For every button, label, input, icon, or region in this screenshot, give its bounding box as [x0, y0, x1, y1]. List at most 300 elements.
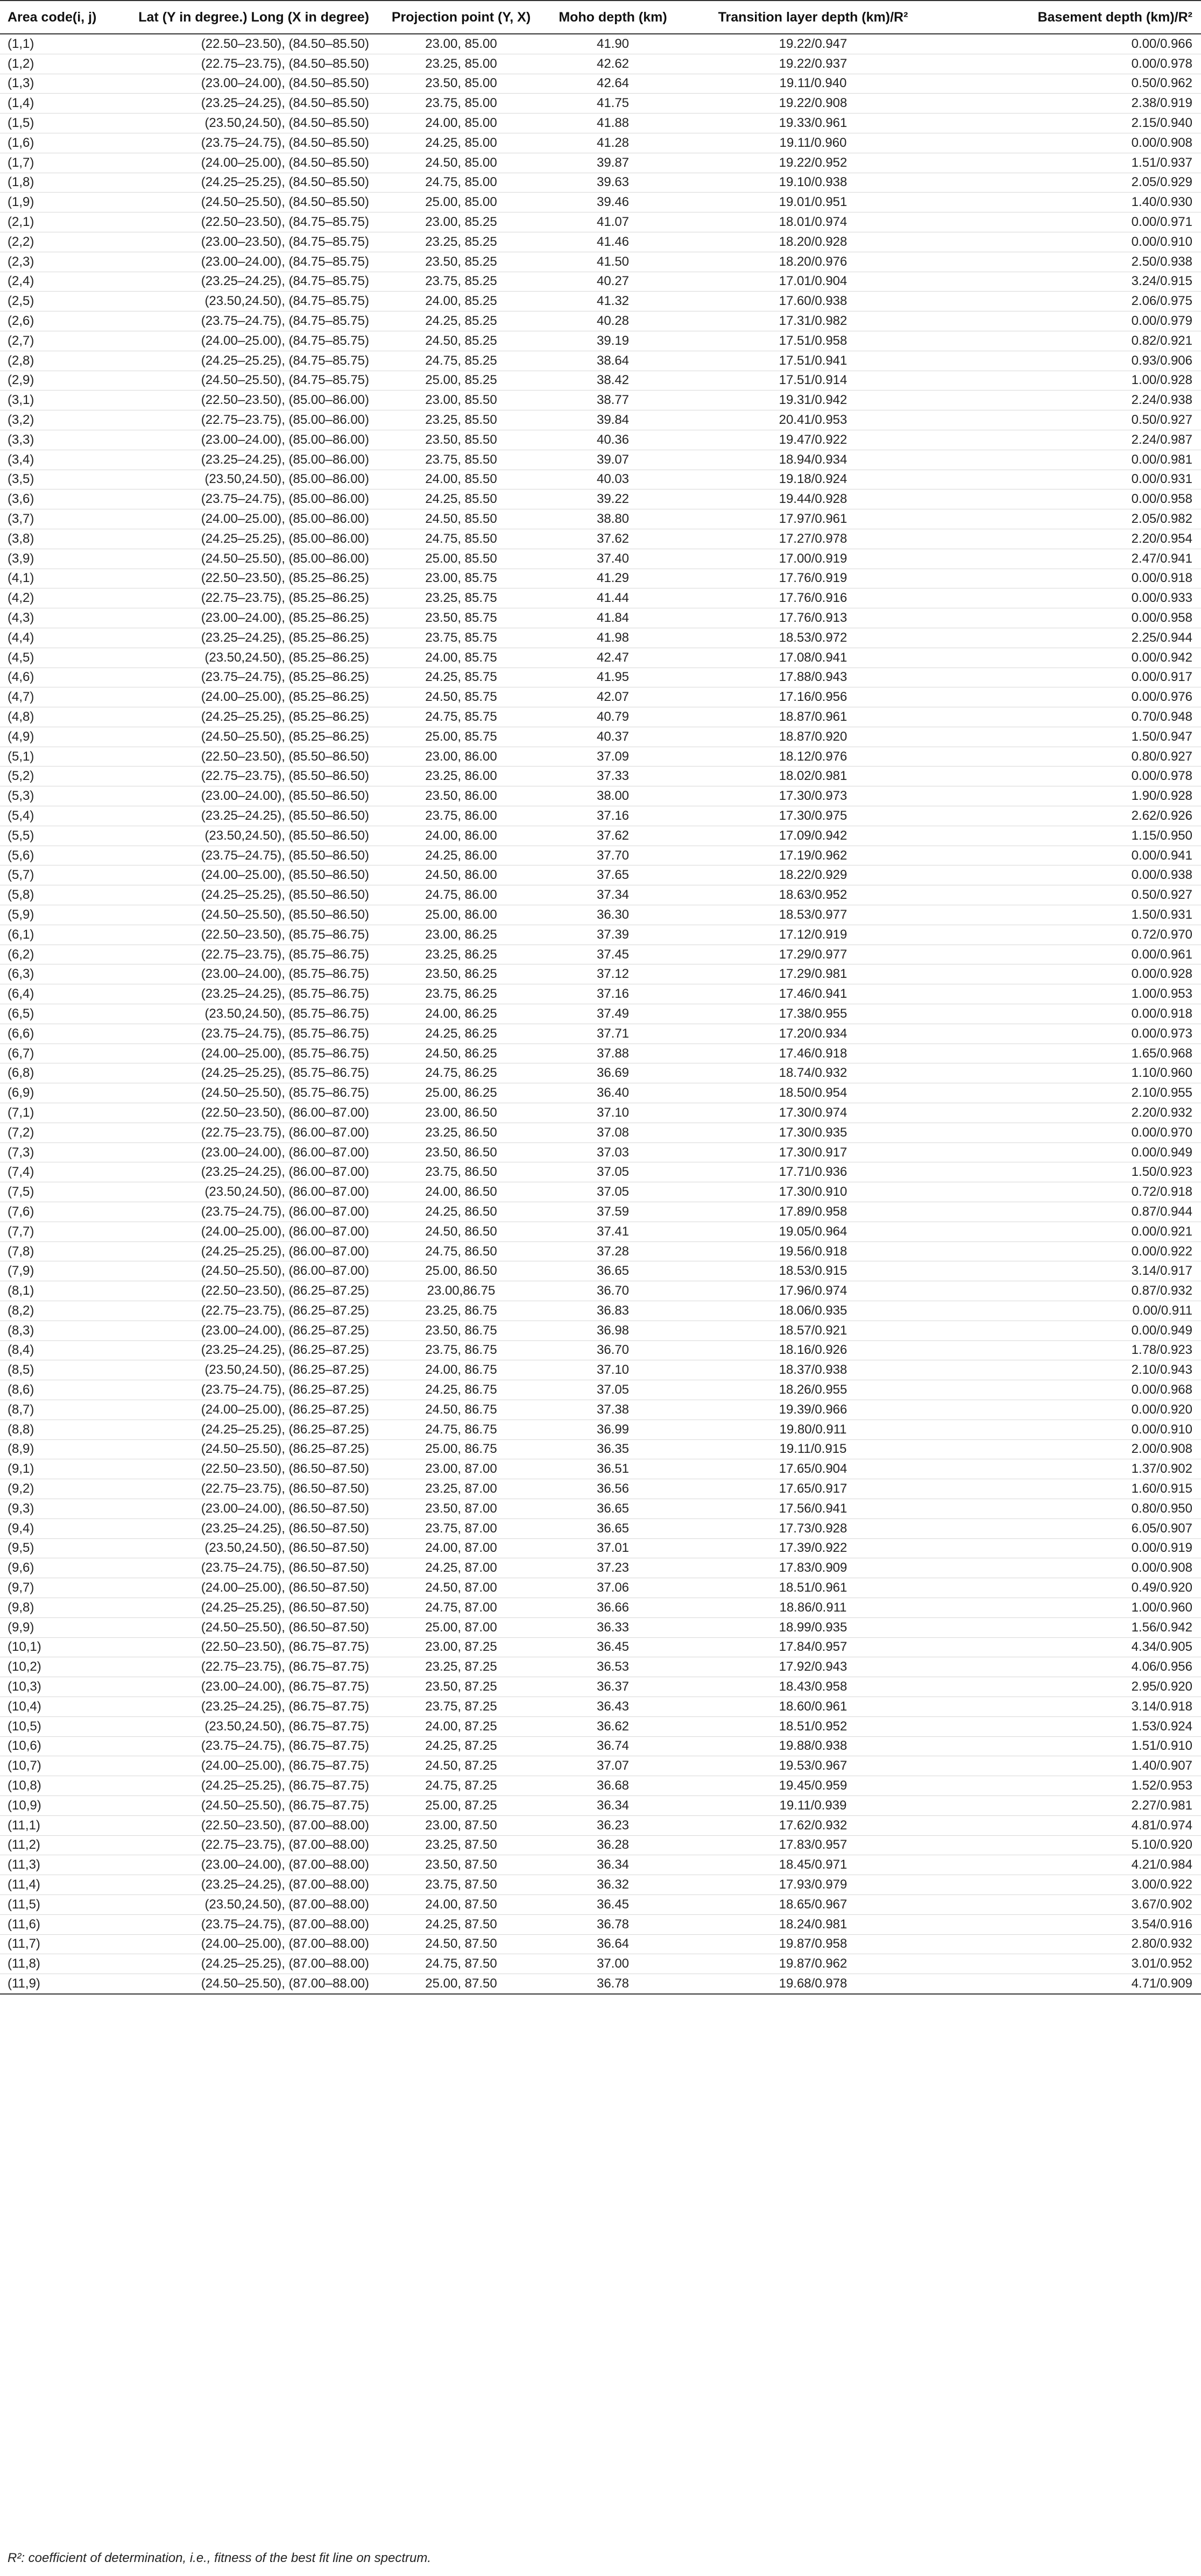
lat-long-cell: (22.75–23.75), (86.75–87.75) [81, 1657, 380, 1677]
lat-long-cell: (24.00–25.00), (86.00–87.00) [81, 1222, 380, 1241]
projection-point-cell: 25.00, 85.75 [380, 727, 542, 747]
basement-depth-cell: 1.50/0.947 [943, 727, 1201, 747]
lat-long-cell: (23.50,24.50), (86.00–87.00) [81, 1182, 380, 1202]
table-row [0, 1598, 1201, 1617]
moho-depth-cell: 36.37 [542, 1677, 683, 1697]
moho-depth-cell: 39.22 [542, 489, 683, 509]
table-row [0, 1063, 1201, 1083]
projection-point-cell: 24.25, 85.25 [380, 311, 542, 331]
lat-long-cell: (22.50–23.50), (85.75–86.75) [81, 925, 380, 945]
lat-long-cell: (22.75–23.75), (85.00–86.00) [81, 410, 380, 430]
area-code-cell: (8,2) [0, 1301, 81, 1321]
projection-point-cell: 24.75, 85.00 [380, 173, 542, 193]
moho-depth-cell: 41.32 [542, 292, 683, 311]
lat-long-cell: (24.00–25.00), (84.75–85.75) [81, 331, 380, 351]
table-row [0, 747, 1201, 767]
projection-point-cell: 23.00, 85.75 [380, 569, 542, 588]
table-row [0, 1420, 1201, 1439]
lat-long-cell: (23.25–24.25), (85.75–86.75) [81, 984, 380, 1004]
lat-long-cell: (24.00–25.00), (85.25–86.25) [81, 687, 380, 707]
projection-point-cell: 25.00, 85.50 [380, 549, 542, 569]
basement-depth-cell: 0.00/0.911 [943, 1301, 1201, 1321]
transition-layer-cell: 19.87/0.958 [683, 1934, 943, 1954]
table-body [0, 34, 1201, 1994]
moho-depth-cell: 41.28 [542, 133, 683, 153]
area-code-cell: (10,5) [0, 1716, 81, 1736]
moho-depth-cell: 36.64 [542, 1934, 683, 1954]
transition-layer-cell: 17.76/0.919 [683, 569, 943, 588]
basement-depth-cell: 0.00/0.910 [943, 232, 1201, 252]
header-lat-long: Lat (Y in degree.) Long (X in degree) [81, 1, 380, 34]
basement-depth-cell: 0.00/0.920 [943, 1400, 1201, 1420]
projection-point-cell: 24.00, 87.50 [380, 1894, 542, 1914]
transition-layer-cell: 17.01/0.904 [683, 272, 943, 292]
projection-point-cell: 24.75, 85.25 [380, 351, 542, 371]
transition-layer-cell: 17.29/0.981 [683, 964, 943, 984]
projection-point-cell: 24.75, 87.50 [380, 1954, 542, 1974]
area-code-cell: (3,2) [0, 410, 81, 430]
area-code-cell: (3,4) [0, 450, 81, 470]
basement-depth-cell: 0.00/0.970 [943, 1123, 1201, 1142]
basement-depth-cell: 0.00/0.922 [943, 1241, 1201, 1261]
lat-long-cell: (23.25–24.25), (85.50–86.50) [81, 806, 380, 826]
lat-long-cell: (24.50–25.50), (86.50–87.50) [81, 1617, 380, 1637]
transition-layer-cell: 17.71/0.936 [683, 1162, 943, 1182]
lat-long-cell: (24.50–25.50), (87.00–88.00) [81, 1974, 380, 1994]
projection-point-cell: 23.25, 87.00 [380, 1479, 542, 1499]
moho-depth-cell: 36.65 [542, 1499, 683, 1518]
lat-long-cell: (24.25–25.25), (86.00–87.00) [81, 1241, 380, 1261]
lat-long-cell: (23.00–24.00), (85.75–86.75) [81, 964, 380, 984]
projection-point-cell: 23.50, 85.25 [380, 252, 542, 272]
transition-layer-cell: 17.65/0.917 [683, 1479, 943, 1499]
basement-depth-cell: 0.00/0.973 [943, 1024, 1201, 1044]
basement-depth-cell: 0.87/0.944 [943, 1202, 1201, 1222]
area-code-cell: (9,6) [0, 1558, 81, 1578]
lat-long-cell: (24.50–25.50), (84.75–85.75) [81, 371, 380, 391]
lat-long-cell: (24.25–25.25), (86.75–87.75) [81, 1776, 380, 1796]
moho-depth-cell: 41.44 [542, 588, 683, 608]
lat-long-cell: (24.50–25.50), (85.50–86.50) [81, 905, 380, 925]
transition-layer-cell: 19.22/0.947 [683, 34, 943, 54]
basement-depth-cell: 2.15/0.940 [943, 113, 1201, 133]
moho-depth-cell: 37.70 [542, 846, 683, 865]
header-projection-point: Projection point (Y, X) [380, 1, 542, 34]
area-code-cell: (5,7) [0, 865, 81, 885]
area-code-cell: (8,1) [0, 1281, 81, 1301]
projection-point-cell: 23.00, 86.50 [380, 1103, 542, 1123]
table-row [0, 1222, 1201, 1241]
transition-layer-cell: 18.99/0.935 [683, 1617, 943, 1637]
lat-long-cell: (22.50–23.50), (86.75–87.75) [81, 1637, 380, 1657]
lat-long-cell: (23.00–24.00), (86.75–87.75) [81, 1677, 380, 1697]
transition-layer-cell: 18.16/0.926 [683, 1340, 943, 1360]
basement-depth-cell: 2.20/0.932 [943, 1103, 1201, 1123]
basement-depth-cell: 1.56/0.942 [943, 1617, 1201, 1637]
transition-layer-cell: 17.92/0.943 [683, 1657, 943, 1677]
transition-layer-cell: 19.11/0.940 [683, 74, 943, 94]
lat-long-cell: (23.25–24.25), (86.50–87.50) [81, 1518, 380, 1538]
basement-depth-cell: 0.50/0.962 [943, 74, 1201, 94]
projection-point-cell: 24.50, 86.00 [380, 865, 542, 885]
moho-depth-cell: 37.10 [542, 1103, 683, 1123]
lat-long-cell: (22.50–23.50), (85.00–86.00) [81, 391, 380, 410]
moho-depth-cell: 37.00 [542, 1954, 683, 1974]
moho-depth-cell: 36.43 [542, 1697, 683, 1716]
table-row [0, 272, 1201, 292]
area-code-cell: (11,6) [0, 1914, 81, 1934]
projection-point-cell: 24.00, 85.00 [380, 113, 542, 133]
table-row [0, 608, 1201, 628]
moho-depth-cell: 37.59 [542, 1202, 683, 1222]
projection-point-cell: 24.00, 85.75 [380, 648, 542, 668]
basement-depth-cell: 1.37/0.902 [943, 1459, 1201, 1479]
projection-point-cell: 24.25, 85.75 [380, 668, 542, 687]
projection-point-cell: 23.50, 87.50 [380, 1855, 542, 1875]
lat-long-cell: (22.50–23.50), (84.75–85.75) [81, 212, 380, 232]
transition-layer-cell: 19.44/0.928 [683, 489, 943, 509]
moho-depth-cell: 37.06 [542, 1578, 683, 1598]
transition-layer-cell: 18.20/0.976 [683, 252, 943, 272]
projection-point-cell: 24.25, 87.00 [380, 1558, 542, 1578]
basement-depth-cell: 4.71/0.909 [943, 1974, 1201, 1994]
moho-depth-cell: 36.69 [542, 1063, 683, 1083]
projection-point-cell: 23.50, 87.00 [380, 1499, 542, 1518]
table-row [0, 1875, 1201, 1895]
table-row [0, 1558, 1201, 1578]
table-row [0, 1202, 1201, 1222]
projection-point-cell: 24.50, 87.50 [380, 1934, 542, 1954]
moho-depth-cell: 36.66 [542, 1598, 683, 1617]
area-code-cell: (8,7) [0, 1400, 81, 1420]
projection-point-cell: 23.75, 86.50 [380, 1162, 542, 1182]
basement-depth-cell: 0.50/0.927 [943, 410, 1201, 430]
moho-depth-cell: 38.42 [542, 371, 683, 391]
area-code-cell: (11,8) [0, 1954, 81, 1974]
area-code-cell: (6,3) [0, 964, 81, 984]
transition-layer-cell: 17.19/0.962 [683, 846, 943, 865]
area-code-cell: (5,3) [0, 786, 81, 806]
transition-layer-cell: 17.88/0.943 [683, 668, 943, 687]
transition-layer-cell: 18.74/0.932 [683, 1063, 943, 1083]
table-row [0, 786, 1201, 806]
basement-depth-cell: 0.00/0.938 [943, 865, 1201, 885]
area-code-cell: (11,2) [0, 1835, 81, 1855]
area-code-cell: (5,2) [0, 767, 81, 786]
lat-long-cell: (23.75–24.75), (86.50–87.50) [81, 1558, 380, 1578]
table-row [0, 1776, 1201, 1796]
projection-point-cell: 24.25, 87.25 [380, 1736, 542, 1756]
transition-layer-cell: 17.30/0.935 [683, 1123, 943, 1142]
area-code-cell: (9,7) [0, 1578, 81, 1598]
lat-long-cell: (24.50–25.50), (85.25–86.25) [81, 727, 380, 747]
transition-layer-cell: 17.46/0.918 [683, 1044, 943, 1063]
moho-depth-cell: 36.23 [542, 1815, 683, 1835]
lat-long-cell: (23.25–24.25), (86.00–87.00) [81, 1162, 380, 1182]
basement-depth-cell: 0.00/0.981 [943, 450, 1201, 470]
area-code-cell: (3,9) [0, 549, 81, 569]
transition-layer-cell: 17.51/0.941 [683, 351, 943, 371]
moho-depth-cell: 36.30 [542, 905, 683, 925]
footnote: R²: coefficient of determination, i.e., fitness of the best fit line on spectrum. [8, 2551, 432, 2565]
moho-depth-cell: 36.45 [542, 1894, 683, 1914]
area-code-cell: (6,1) [0, 925, 81, 945]
table-row [0, 1044, 1201, 1063]
transition-layer-cell: 17.56/0.941 [683, 1499, 943, 1518]
transition-layer-cell: 17.62/0.932 [683, 1815, 943, 1835]
moho-depth-cell: 39.46 [542, 193, 683, 212]
area-code-cell: (4,1) [0, 569, 81, 588]
lat-long-cell: (24.50–25.50), (85.00–86.00) [81, 549, 380, 569]
basement-depth-cell: 0.00/0.921 [943, 1222, 1201, 1241]
moho-depth-cell: 37.39 [542, 925, 683, 945]
table-row [0, 489, 1201, 509]
basement-depth-cell: 2.20/0.954 [943, 529, 1201, 549]
table-row [0, 1796, 1201, 1815]
moho-depth-cell: 41.46 [542, 232, 683, 252]
projection-point-cell: 24.25, 86.00 [380, 846, 542, 865]
basement-depth-cell: 2.10/0.955 [943, 1083, 1201, 1103]
lat-long-cell: (23.00–24.00), (86.00–87.00) [81, 1142, 380, 1162]
transition-layer-cell: 19.11/0.960 [683, 133, 943, 153]
moho-depth-cell: 40.36 [542, 430, 683, 450]
area-code-cell: (6,2) [0, 945, 81, 964]
area-code-cell: (6,6) [0, 1024, 81, 1044]
projection-point-cell: 24.75, 86.75 [380, 1420, 542, 1439]
transition-layer-cell: 19.22/0.937 [683, 54, 943, 74]
area-code-cell: (7,7) [0, 1222, 81, 1241]
transition-layer-cell: 18.65/0.967 [683, 1894, 943, 1914]
moho-depth-cell: 42.47 [542, 648, 683, 668]
transition-layer-cell: 18.53/0.972 [683, 628, 943, 648]
area-code-cell: (10,1) [0, 1637, 81, 1657]
projection-point-cell: 23.50, 86.25 [380, 964, 542, 984]
moho-depth-cell: 39.19 [542, 331, 683, 351]
area-code-cell: (4,4) [0, 628, 81, 648]
moho-depth-cell: 36.83 [542, 1301, 683, 1321]
moho-depth-cell: 37.71 [542, 1024, 683, 1044]
area-code-cell: (3,3) [0, 430, 81, 450]
basement-depth-cell: 4.81/0.974 [943, 1815, 1201, 1835]
table-row [0, 806, 1201, 826]
transition-layer-cell: 18.60/0.961 [683, 1697, 943, 1716]
lat-long-cell: (24.50–25.50), (85.75–86.75) [81, 1083, 380, 1103]
table-row [0, 1281, 1201, 1301]
area-code-cell: (7,4) [0, 1162, 81, 1182]
table-row [0, 1261, 1201, 1281]
moho-depth-cell: 42.07 [542, 687, 683, 707]
lat-long-cell: (23.25–24.25), (86.25–87.25) [81, 1340, 380, 1360]
moho-depth-cell: 37.88 [542, 1044, 683, 1063]
moho-depth-cell: 39.63 [542, 173, 683, 193]
moho-depth-cell: 36.28 [542, 1835, 683, 1855]
moho-depth-cell: 37.07 [542, 1756, 683, 1776]
basement-depth-cell: 1.90/0.928 [943, 786, 1201, 806]
lat-long-cell: (23.50,24.50), (85.00–86.00) [81, 470, 380, 489]
area-code-cell: (2,6) [0, 311, 81, 331]
lat-long-cell: (24.00–25.00), (85.75–86.75) [81, 1044, 380, 1063]
lat-long-cell: (22.75–23.75), (85.75–86.75) [81, 945, 380, 964]
area-code-cell: (4,3) [0, 608, 81, 628]
table-row [0, 668, 1201, 687]
table-row [0, 430, 1201, 450]
projection-point-cell: 24.00, 87.00 [380, 1538, 542, 1558]
moho-depth-cell: 37.16 [542, 806, 683, 826]
basement-depth-cell: 1.60/0.915 [943, 1479, 1201, 1499]
lat-long-cell: (24.25–25.25), (85.00–86.00) [81, 529, 380, 549]
basement-depth-cell: 4.06/0.956 [943, 1657, 1201, 1677]
area-code-cell: (9,2) [0, 1479, 81, 1499]
projection-point-cell: 24.00, 86.00 [380, 826, 542, 846]
basement-depth-cell: 6.05/0.907 [943, 1518, 1201, 1538]
area-code-cell: (5,6) [0, 846, 81, 865]
table-row [0, 1439, 1201, 1459]
lat-long-cell: (24.25–25.25), (85.75–86.75) [81, 1063, 380, 1083]
transition-layer-cell: 19.80/0.911 [683, 1420, 943, 1439]
lat-long-cell: (23.75–24.75), (86.00–87.00) [81, 1202, 380, 1222]
area-code-cell: (2,8) [0, 351, 81, 371]
lat-long-cell: (24.00–25.00), (85.00–86.00) [81, 509, 380, 529]
table-row [0, 1499, 1201, 1518]
basement-depth-cell: 1.15/0.950 [943, 826, 1201, 846]
area-code-cell: (5,5) [0, 826, 81, 846]
transition-layer-cell: 18.51/0.961 [683, 1578, 943, 1598]
table-row [0, 1301, 1201, 1321]
lat-long-cell: (24.25–25.25), (87.00–88.00) [81, 1954, 380, 1974]
transition-layer-cell: 19.18/0.924 [683, 470, 943, 489]
moho-depth-cell: 40.28 [542, 311, 683, 331]
transition-layer-cell: 17.29/0.977 [683, 945, 943, 964]
transition-layer-cell: 19.87/0.962 [683, 1954, 943, 1974]
table-row [0, 1182, 1201, 1202]
lat-long-cell: (24.50–25.50), (86.25–87.25) [81, 1439, 380, 1459]
projection-point-cell: 23.75, 87.00 [380, 1518, 542, 1538]
basement-depth-cell: 0.00/0.931 [943, 470, 1201, 489]
area-code-cell: (11,9) [0, 1974, 81, 1994]
moho-depth-cell: 37.05 [542, 1162, 683, 1182]
moho-depth-cell: 37.33 [542, 767, 683, 786]
lat-long-cell: (23.50,24.50), (85.25–86.25) [81, 648, 380, 668]
lat-long-cell: (24.25–25.25), (86.50–87.50) [81, 1598, 380, 1617]
transition-layer-cell: 18.57/0.921 [683, 1321, 943, 1340]
lat-long-cell: (24.25–25.25), (86.25–87.25) [81, 1420, 380, 1439]
projection-point-cell: 24.50, 85.25 [380, 331, 542, 351]
lat-long-cell: (22.75–23.75), (85.50–86.50) [81, 767, 380, 786]
moho-depth-cell: 39.07 [542, 450, 683, 470]
area-code-cell: (8,5) [0, 1360, 81, 1380]
basement-depth-cell: 3.14/0.917 [943, 1261, 1201, 1281]
basement-depth-cell: 1.40/0.930 [943, 193, 1201, 212]
table-row [0, 1815, 1201, 1835]
area-code-cell: (6,5) [0, 1004, 81, 1024]
basement-depth-cell: 0.00/0.978 [943, 767, 1201, 786]
area-code-cell: (6,4) [0, 984, 81, 1004]
area-code-cell: (8,8) [0, 1420, 81, 1439]
lat-long-cell: (22.75–23.75), (86.50–87.50) [81, 1479, 380, 1499]
area-code-cell: (11,7) [0, 1934, 81, 1954]
area-code-cell: (3,5) [0, 470, 81, 489]
moho-depth-cell: 38.80 [542, 509, 683, 529]
moho-depth-cell: 40.79 [542, 707, 683, 727]
header-transition-layer-depth: Transition layer depth (km)/R² [683, 1, 943, 34]
lat-long-cell: (22.50–23.50), (84.50–85.50) [81, 34, 380, 54]
moho-depth-cell: 39.87 [542, 153, 683, 173]
basement-depth-cell: 3.14/0.918 [943, 1697, 1201, 1716]
projection-point-cell: 24.50, 85.75 [380, 687, 542, 707]
basement-depth-cell: 1.53/0.924 [943, 1716, 1201, 1736]
projection-point-cell: 23.25, 86.75 [380, 1301, 542, 1321]
moho-depth-cell: 37.62 [542, 826, 683, 846]
lat-long-cell: (23.75–24.75), (84.75–85.75) [81, 311, 380, 331]
area-code-cell: (2,3) [0, 252, 81, 272]
basement-depth-cell: 1.51/0.937 [943, 153, 1201, 173]
moho-depth-cell: 41.95 [542, 668, 683, 687]
table-row [0, 113, 1201, 133]
area-code-cell: (1,3) [0, 74, 81, 94]
table-row [0, 1321, 1201, 1340]
basement-depth-cell: 4.21/0.984 [943, 1855, 1201, 1875]
transition-layer-cell: 18.50/0.954 [683, 1083, 943, 1103]
transition-layer-cell: 19.10/0.938 [683, 173, 943, 193]
transition-layer-cell: 19.47/0.922 [683, 430, 943, 450]
area-code-cell: (8,6) [0, 1380, 81, 1400]
transition-layer-cell: 17.00/0.919 [683, 549, 943, 569]
lat-long-cell: (23.50,24.50), (86.50–87.50) [81, 1538, 380, 1558]
projection-point-cell: 25.00, 87.50 [380, 1974, 542, 1994]
transition-layer-cell: 19.56/0.918 [683, 1241, 943, 1261]
projection-point-cell: 24.25, 85.00 [380, 133, 542, 153]
projection-point-cell: 23.50, 86.00 [380, 786, 542, 806]
table-row [0, 94, 1201, 113]
projection-point-cell: 24.50, 85.00 [380, 153, 542, 173]
header-area-code: Area code(i, j) [0, 1, 81, 34]
projection-point-cell: 24.75, 87.00 [380, 1598, 542, 1617]
area-code-cell: (2,9) [0, 371, 81, 391]
projection-point-cell: 23.50, 85.00 [380, 74, 542, 94]
lat-long-cell: (24.00–25.00), (84.50–85.50) [81, 153, 380, 173]
basement-depth-cell: 0.87/0.932 [943, 1281, 1201, 1301]
projection-point-cell: 24.50, 86.50 [380, 1222, 542, 1241]
area-code-cell: (1,9) [0, 193, 81, 212]
table-row [0, 331, 1201, 351]
moho-depth-cell: 36.68 [542, 1776, 683, 1796]
basement-depth-cell: 0.00/0.978 [943, 54, 1201, 74]
table-row [0, 885, 1201, 905]
area-code-cell: (9,3) [0, 1499, 81, 1518]
basement-depth-cell: 0.00/0.933 [943, 588, 1201, 608]
table-row [0, 1083, 1201, 1103]
transition-layer-cell: 17.83/0.909 [683, 1558, 943, 1578]
moho-depth-cell: 40.27 [542, 272, 683, 292]
projection-point-cell: 24.00, 87.25 [380, 1716, 542, 1736]
table-row [0, 1024, 1201, 1044]
area-code-cell: (4,5) [0, 648, 81, 668]
basement-depth-cell: 0.00/0.908 [943, 133, 1201, 153]
area-code-cell: (11,1) [0, 1815, 81, 1835]
table-row [0, 925, 1201, 945]
area-code-cell: (1,2) [0, 54, 81, 74]
projection-point-cell: 23.00, 87.50 [380, 1815, 542, 1835]
lat-long-cell: (23.00–24.00), (86.50–87.50) [81, 1499, 380, 1518]
basement-depth-cell: 5.10/0.920 [943, 1835, 1201, 1855]
lat-long-cell: (23.00–24.00), (85.25–86.25) [81, 608, 380, 628]
table-row [0, 1894, 1201, 1914]
projection-point-cell: 23.00,86.75 [380, 1281, 542, 1301]
basement-depth-cell: 0.00/0.941 [943, 846, 1201, 865]
lat-long-cell: (24.50–25.50), (86.00–87.00) [81, 1261, 380, 1281]
basement-depth-cell: 0.00/0.917 [943, 668, 1201, 687]
area-code-cell: (11,3) [0, 1855, 81, 1875]
